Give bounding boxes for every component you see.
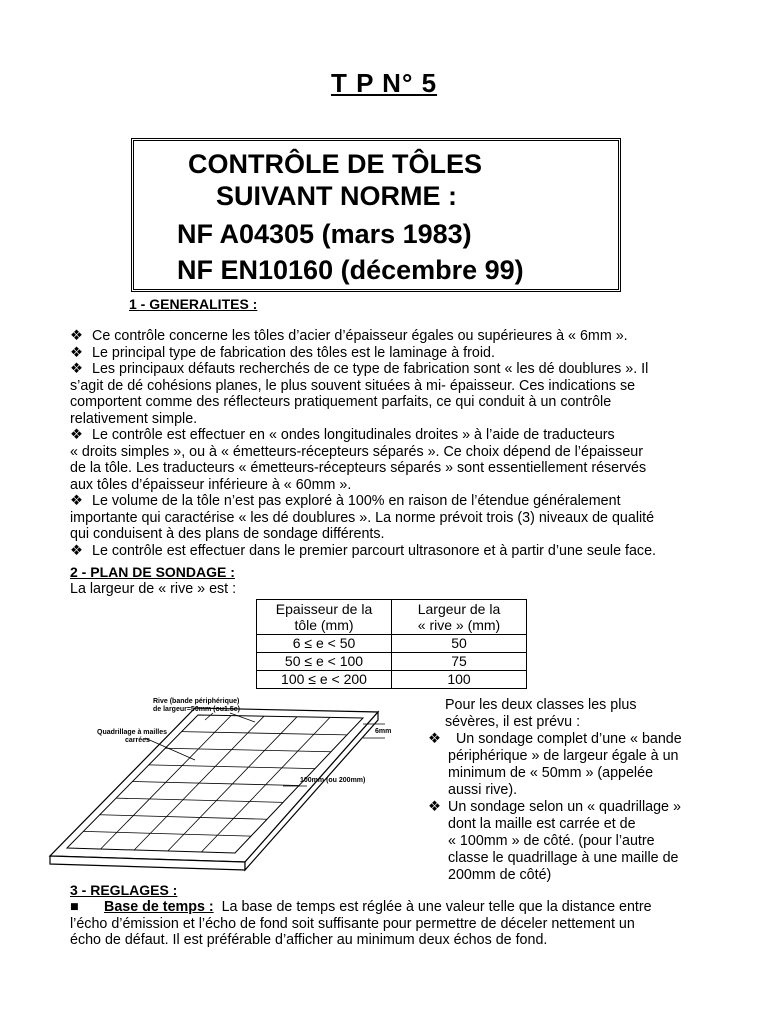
paragraph-line: écho de défaut. Il est préférable d’afficher au minimum deux échos de fond.	[70, 932, 548, 948]
paragraph-line: ❖ Les principaux défauts recherchés de ce type de fabrication sont « les dé doublures ». Il	[70, 361, 649, 377]
quad-label-2: carrées	[125, 737, 150, 744]
side-line: Pour les deux classes les plus	[445, 697, 637, 713]
side-line: dont la maille est carrée et de	[448, 816, 636, 832]
table-cell: 100 ≤ e < 200	[257, 671, 392, 689]
paragraph-line: s’agit de dé cohésions planes, le plus souvent situées à mi- épaisseur. Ces indications se	[70, 377, 636, 394]
side-line: « 100mm » de côté. (pour l’autre	[448, 833, 655, 849]
side-line: classe le quadrillage à une maille de	[448, 850, 679, 866]
paragraph-line: aux tôles d’épaisseur inférieure à « 60mm ».	[70, 476, 352, 493]
box-line-3: NF A04305 (mars 1983)	[177, 219, 472, 249]
bullet-icon: ❖	[70, 344, 83, 361]
table-cell: 50 ≤ e < 100	[257, 653, 392, 671]
rive-label-1: Rive (bande périphérique)	[153, 698, 240, 705]
section-3-heading: 3 - REGLAGES :	[70, 882, 178, 898]
side-line: 200mm de côté)	[448, 867, 552, 883]
table-cell: 75	[392, 653, 527, 671]
table-cell: 50	[392, 635, 527, 653]
rive-label-2: de largeur=50mm (ou1.5e)	[153, 706, 240, 713]
table-cell: 6 ≤ e < 50	[257, 635, 392, 653]
side-line: sévères, il est prévu :	[445, 714, 581, 730]
paragraph-line: ❖ Ce contrôle concerne les tôles d’acier d’épaisseur égales ou supérieures à « 6mm ».	[70, 328, 628, 344]
bullet-icon: ❖	[70, 328, 83, 344]
bullet-icon: ❖	[428, 799, 441, 815]
title-box	[131, 138, 621, 292]
table-cell: 100	[392, 671, 527, 689]
page-title: T P N° 5	[330, 68, 438, 98]
table-header-row	[257, 600, 527, 635]
bullet-icon: ❖	[70, 361, 83, 377]
table-header-cell: Epaisseur de la tôle (mm)	[257, 600, 392, 635]
paragraph-line: qui conduisent à des plans de sondage différents.	[70, 526, 385, 542]
side-notes	[445, 697, 637, 731]
bullet-icon: ❖	[70, 493, 83, 509]
paragraph-line: ❖ Le volume de la tôle n’est pas exploré à 100% en raison de l’étendue généralement	[70, 493, 621, 509]
paragraph-line: ❖ Le principal type de fabrication des tôles est le laminage à froid.	[70, 344, 495, 361]
table-row	[257, 671, 527, 689]
rive-table	[256, 599, 527, 689]
thickness-label: 6mm	[375, 728, 392, 735]
paragraph-line: ❖ Le contrôle est effectuer en « ondes longitudinales droites » à l’aide de traducteurs	[70, 427, 615, 443]
section-2-intro: La largeur de « rive » est :	[70, 581, 237, 597]
side-line: Un sondage complet d’une « bande	[455, 731, 682, 747]
mesh-label: 100mm (ou 200mm)	[300, 777, 366, 784]
section-2-heading: 2 - PLAN DE SONDAGE :	[70, 564, 235, 580]
table-row	[257, 635, 527, 653]
paragraph-line: l’écho d’émission et l’écho de fond soit suffisante pour permettre de déceler nettement un	[70, 915, 635, 932]
section-3-body	[70, 899, 652, 949]
side-line: périphérique » de largeur égale à un	[448, 748, 679, 764]
section-1-heading: 1 - GENERALITES :	[129, 296, 258, 312]
paragraph-line: ■ Base de temps : La base de temps est réglée à une valeur telle que la distance entre	[70, 899, 652, 915]
paragraph-line: comportent comme des réflecteurs pratiquement parfaits, ce qui conduit à un contrôle	[70, 394, 612, 410]
section-1-body	[70, 328, 656, 559]
paragraph-line: ❖ Le contrôle est effectuer dans le premier parcourt ultrasonore et à partir d’une seule face.	[70, 542, 656, 559]
square-bullet-icon: ■	[70, 899, 79, 915]
side-line: minimum de « 50mm » (appelée	[448, 765, 654, 781]
sub-heading: Base de temps :	[104, 899, 214, 915]
bullet-icon: ❖	[70, 427, 83, 443]
box-line-2: SUIVANT NORME :	[216, 181, 457, 211]
side-line: Un sondage selon un « quadrillage »	[448, 799, 681, 815]
box-line-1: CONTRÔLE DE TÔLES	[188, 149, 483, 179]
bullet-icon: ❖	[70, 542, 83, 559]
box-line-4: NF EN10160 (décembre 99)	[177, 255, 524, 285]
quad-label-1: Quadrillage à mailles	[97, 729, 168, 736]
table-header-cell: Largeur de la « rive » (mm)	[392, 600, 527, 635]
paragraph-line: importante qui caractérise « les dé doublures ». La norme prévoit trois (3) niveaux de qualité	[70, 509, 655, 526]
plate-diagram	[45, 690, 415, 880]
paragraph-line: « droits simples », ou à « émetteurs-récepteurs séparés ». Ce choix dépend de l’épaisseur	[70, 443, 643, 460]
paragraph-line: de la tôle. Les traducteurs « émetteurs-récepteurs séparés » sont essentiellement réservés	[70, 460, 647, 476]
paragraph-line: relativement simple.	[70, 410, 198, 427]
table-row	[257, 653, 527, 671]
side-line: aussi rive).	[448, 782, 518, 798]
bullet-icon: ❖	[428, 731, 441, 747]
